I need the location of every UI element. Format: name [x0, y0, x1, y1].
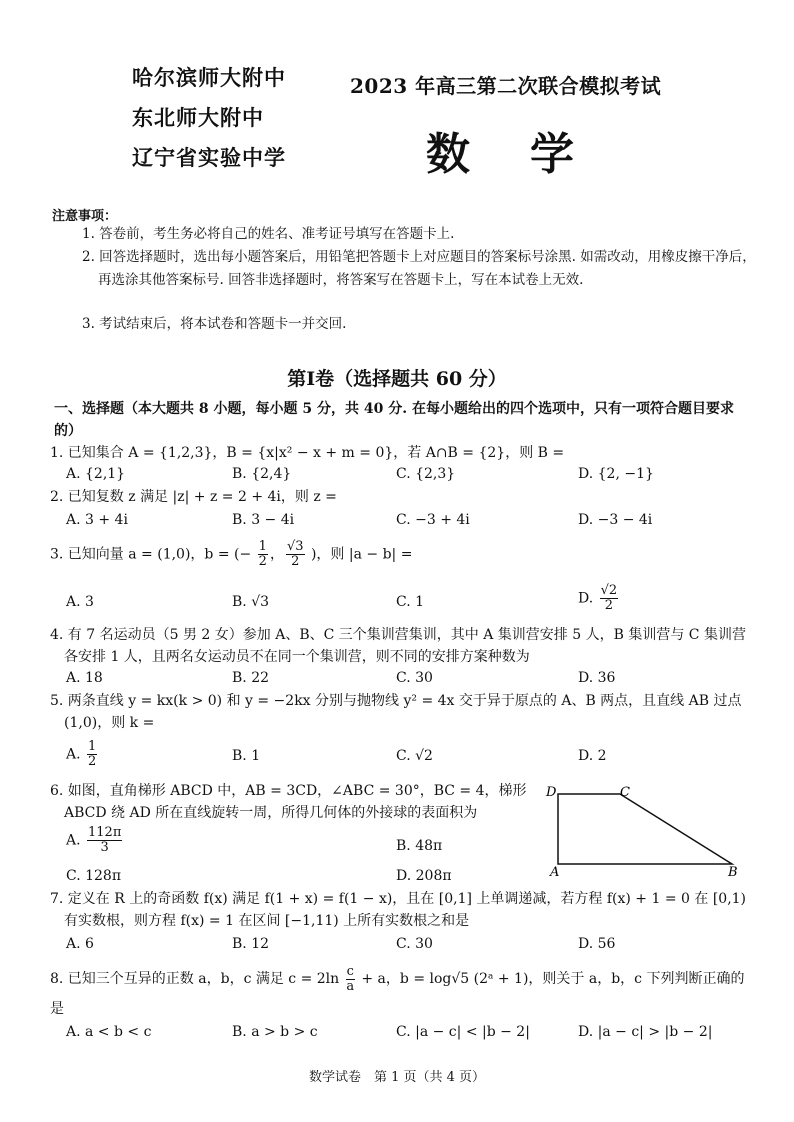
point-label-b: B [728, 865, 738, 880]
q3-option-b: B. √3 [232, 594, 270, 610]
question-3-stem [50, 540, 750, 569]
q3-frac1-num: 1 [258, 539, 267, 554]
q6-option-b: B. 48π [396, 838, 443, 854]
q4-option-b: B. 22 [232, 670, 270, 686]
notice-item: 3. 考试结束后，将本试卷和答题卡一并交回. [82, 316, 347, 332]
q3-d-num: √2 [600, 583, 618, 598]
q7-option-d: D. 56 [578, 936, 616, 952]
q6-a-den: 3 [100, 840, 109, 855]
q6-a-num: 112π [88, 825, 122, 840]
q8-option-b: B. a > b > c [232, 1024, 318, 1040]
subject-title: 数学 [426, 129, 634, 180]
q5-option-b: B. 1 [232, 748, 261, 764]
school-name: 哈尔滨师大附中 [132, 66, 286, 90]
question-7-stem: 7. 定义在 R 上的奇函数 f(x) 满足 f(1 + x) = f(1 − x)，且在 [0,1] 上单调递减，若方程 f(x) + 1 = 0 在 [0,1) 有实数根，则方程 f(x) = 1 在区间 [−1,11) 上所有实数根之和是 [50, 891, 747, 929]
q5-a-den: 2 [88, 754, 97, 769]
q3-frac1-den: 2 [258, 554, 267, 569]
q6-option-a-fraction [87, 826, 122, 855]
q2-option-b: B. 3 − 4i [232, 512, 295, 528]
q5-a-num: 1 [88, 739, 97, 754]
q7-option-c: C. 30 [396, 936, 433, 952]
question-8-stem [50, 964, 750, 1024]
q1-option-d: D. {2, −1} [578, 466, 654, 482]
question-4-stem: 4. 有 7 名运动员（5 男 2 女）参加 A、B、C 三个集训营集训，其中 A 集训营安排 5 人，B 集训营与 C 集训营各安排 1 人，且两名女运动员不在同一个集训营，则不同的安排方案种数为 [50, 627, 746, 665]
q5-option-a [66, 740, 99, 769]
part-heading: 一、选择题（本大题共 8 小题，每小题 5 分，共 40 分. 在每小题给出的四个选项中，只有一项符合题目要求的） [54, 401, 734, 439]
q3-option-c: C. 1 [396, 594, 425, 610]
q3-fraction-2 [286, 540, 305, 569]
trapezoid-shape [558, 794, 732, 864]
q3-frac2-num: √3 [286, 539, 304, 554]
q3-option-a: A. 3 [66, 594, 94, 610]
q8-option-a: A. a < b < c [66, 1024, 152, 1040]
point-label-a: A [550, 865, 560, 880]
q8-stem-pre: 8. 已知三个互异的正数 a，b，c 满足 c = 2ln [50, 971, 340, 987]
trapezoid-figure [540, 780, 750, 880]
q6-option-a [66, 826, 124, 855]
q3-fraction-1 [258, 540, 268, 569]
q8-frac-den: a [346, 978, 355, 994]
q3-frac2-den: 2 [291, 554, 300, 569]
q3-option-d-fraction [600, 584, 619, 613]
q4-option-a: A. 18 [66, 670, 103, 686]
question-5-stem: 5. 两条直线 y = kx(k > 0) 和 y = −2kx 分别与抛物线 y² = 4x 交于异于原点的 A、B 两点，且直线 AB 过点 (1,0)，则 k = [50, 693, 742, 731]
q7-option-b: B. 12 [232, 936, 270, 952]
section-title: 第Ⅰ卷（选择题共 60 分） [287, 368, 507, 390]
q3-stem-pre: 3. 已知向量 a = (1,0)，b = (− [50, 546, 252, 563]
question-6-stem: 6. 如图，直角梯形 ABCD 中，AB = 3CD，∠ABC = 30°，BC = 4，梯形 ABCD 绕 AD 所在直线旋转一周，所得几何体的外接球的表面积为 [50, 783, 527, 821]
q1-option-a: A. {2,1} [66, 466, 126, 482]
q5-option-a-fraction [87, 740, 97, 769]
notice-item: 1. 答卷前，考生务必将自己的姓名、准考证号填写在答题卡上. [82, 226, 455, 242]
q3-option-d-label: D. [578, 590, 594, 607]
school-name: 辽宁省实验中学 [132, 146, 286, 170]
q8-frac-num: c [346, 963, 354, 979]
q3-option-d [578, 584, 620, 613]
q8-fraction [346, 965, 355, 994]
school-name: 东北师大附中 [132, 106, 264, 130]
q6-option-d: D. 208π [396, 868, 452, 884]
q8-stem-post: + a，b = log√5 (2ᵃ + 1)，则关于 a，b，c 下列判断正确的是 [50, 971, 745, 1017]
q2-option-c: C. −3 + 4i [396, 512, 470, 528]
q3-comma: ， [269, 546, 284, 563]
point-label-d: D [546, 785, 557, 800]
q4-option-c: C. 30 [396, 670, 433, 686]
q3-stem-post: )，则 |a − b| = [310, 546, 413, 563]
q5-option-a-label: A. [66, 746, 81, 763]
q4-option-d: D. 36 [578, 670, 616, 686]
q7-option-a: A. 6 [66, 936, 94, 952]
q8-option-c: C. |a − c| < |b − 2| [396, 1024, 530, 1040]
q6-option-a-label: A. [66, 832, 81, 849]
school-list [132, 58, 286, 178]
q1-option-b: B. {2,4} [232, 466, 292, 482]
point-label-c: C [620, 785, 630, 800]
q1-option-c: C. {2,3} [396, 466, 456, 482]
notice-title: 注意事项： [52, 209, 118, 224]
q5-option-c: C. √2 [396, 748, 433, 764]
q3-d-den: 2 [604, 598, 614, 613]
notice-item: 2. 回答选择题时，选出每小题答案后，用铅笔把答题卡上对应题目的答案标号涂黑. 如需改动，用橡皮擦干净后，再选涂其他答案标号. 回答非选择题时，将答案写在答题卡上，写在本试卷上无效. [82, 249, 756, 288]
q2-option-d: D. −3 − 4i [578, 512, 653, 528]
q6-option-c: C. 128π [66, 868, 122, 884]
question-1-stem: 1. 已知集合 A = {1,2,3}，B = {x|x² − x + m = 0}，若 A∩B = {2}，则 B = [50, 445, 565, 461]
exam-title: 2023 年高三第二次联合模拟考试 [350, 74, 662, 98]
q2-option-a: A. 3 + 4i [66, 512, 128, 528]
question-2-stem: 2. 已知复数 z 满足 |z| + z = 2 + 4i，则 z = [50, 489, 337, 505]
page-footer: 数学试卷 第 1 页（共 4 页） [308, 1070, 486, 1085]
q8-option-d: D. |a − c| > |b − 2| [578, 1024, 713, 1040]
q5-option-d: D. 2 [578, 748, 607, 764]
